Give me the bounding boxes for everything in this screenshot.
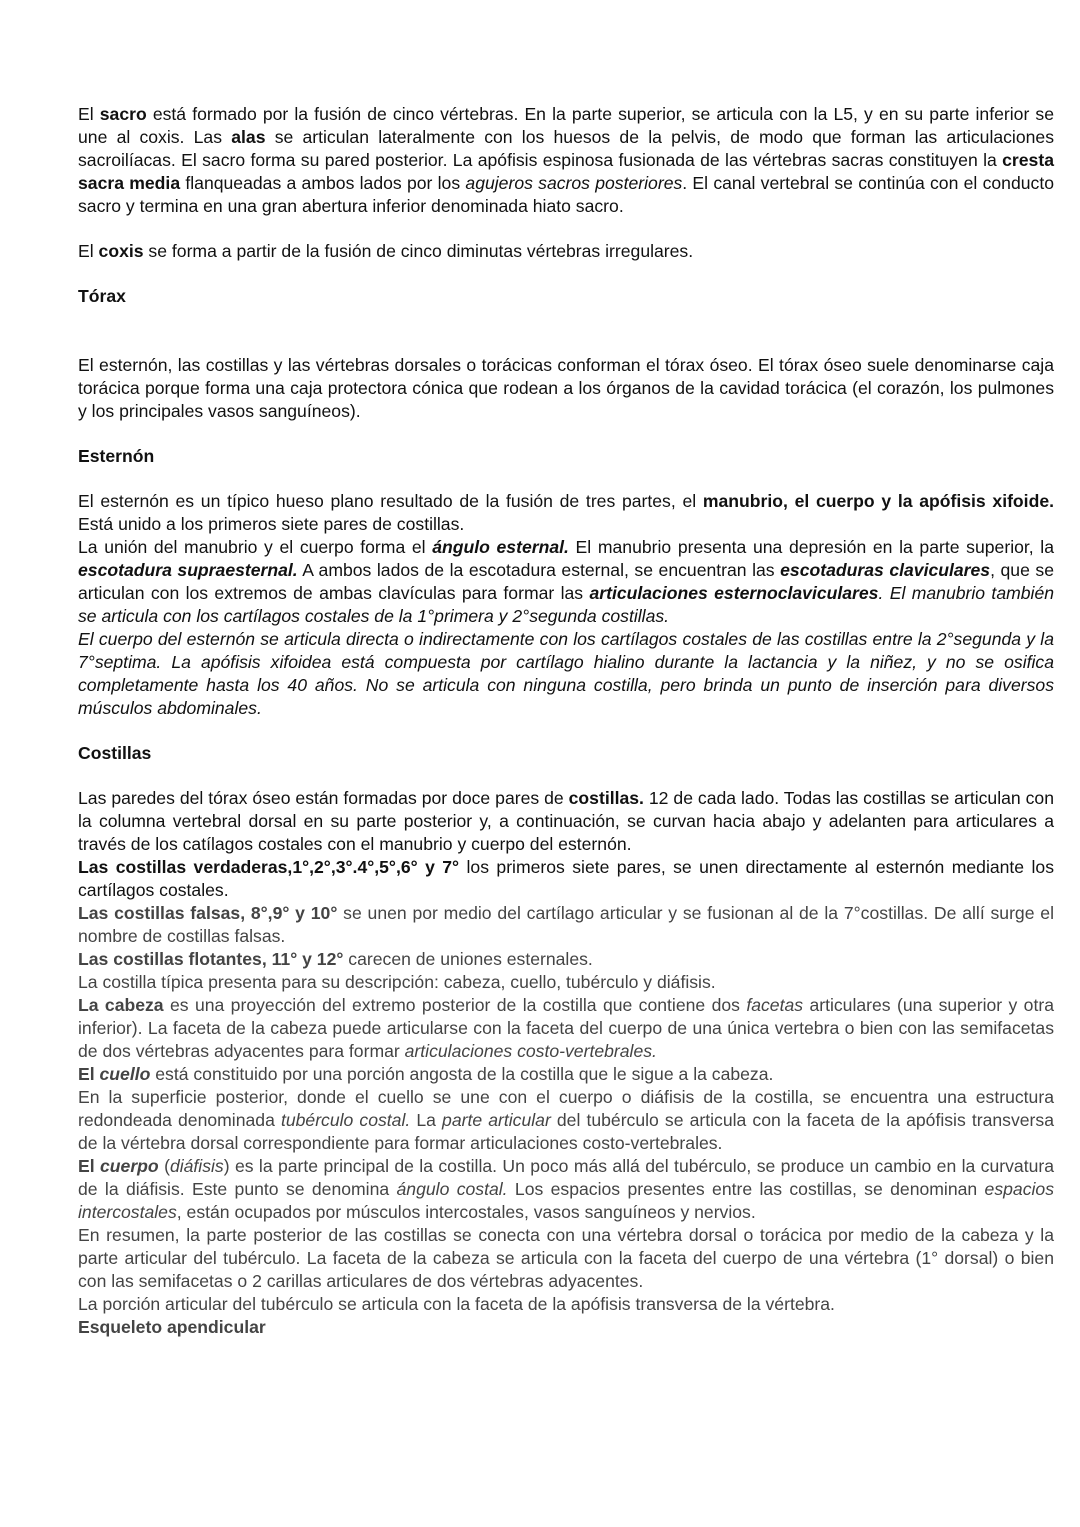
costilla-cuerpo: El cuerpo (diáfisis) es la parte principal de la costilla. Un poco más allá del tubérculo, se produce un cambio en la curvatura de la diáfisis. Este punto se denomina ángulo costal. Los espacios presentes entre las costillas, se denominan espacios intercostales, están ocupados por músculos intercostales, vasos sanguíneos y nervios. — [78, 1156, 1055, 1222]
esternon-paragraph-2: La unión del manubrio y el cuerpo forma el ángulo esternal. El manubrio presenta una depresión en la parte superior, la escotadura supraesternal. A ambos lados de la escotadura esternal, se encuentran las escotaduras claviculares, que se articulan con los extremos de ambas clavículas para formar las articulaciones esternoclaviculares. El manubrio también se articula con los cartílagos costales de la 1°primera y 2°segunda costillas. — [78, 537, 1055, 626]
costillas-verdaderas: Las costillas verdaderas,1°,2°,3°.4°,5°,6° y 7° los primeros siete pares, se unen directamente al esternón mediante los cartílagos costales. — [78, 857, 1054, 900]
costilla-superficie: En la superficie posterior, donde el cuello se une con el cuerpo o diáfisis de la costilla, se encuentra una estructura redondeada denominada tubérculo costal. La parte articular del tubérculo se articula con la faceta de la apófisis transversa de la vértebra dorsal correspondiente para formar articulaciones costo-vertebrales. — [78, 1087, 1054, 1153]
coxis-paragraph: El coxis se forma a partir de la fusión de cinco diminutas vértebras irregulares. — [78, 241, 694, 261]
costilla-cuello: El cuello está constituido por una porción angosta de la costilla que le sigue a la cabeza. — [78, 1064, 774, 1084]
esternon-paragraph-3: El cuerpo del esternón se articula directa o indirectamente con los cartílagos costales de las costillas entre la 2°segunda y la 7°septima. La apófisis xifoidea está compuesta por cartílago hialino durante la lactancia y la niñez, y no se osifica completamente hasta los 40 años. No se articula con ninguna costilla, pero brinda un punto de inserción para diversos músculos abdominales. — [78, 629, 1054, 718]
costillas-falsas: Las costillas falsas, 8°,9° y 10° se unen por medio del cartílago articular y se fusionan al de la 7°costillas. De allí surge el nombre de costillas falsas. — [78, 903, 1054, 946]
torax-paragraph: El esternón, las costillas y las vértebras dorsales o torácicas conforman el tórax óseo. El tórax óseo suele denominarse caja torácica porque forma una caja protectora cónica que rodean a los órganos de la cavidad torácica (el corazón, los pulmones y los principales vasos sanguíneos). — [78, 355, 1054, 421]
torax-heading: Tórax — [78, 286, 126, 306]
costillas-resumen: En resumen, la parte posterior de las costillas se conecta con una vértebra dorsal o torácica por medio de la cabeza y la parte articular del tubérculo. La faceta de la cabeza se articula con la faceta del cuerpo de una vértebra (1° dorsal) o bien con las semifacetas o 2 carillas articulares de dos vértebras adyacentes. — [78, 1225, 1054, 1291]
document-page — [78, 103, 1054, 1339]
esternon-heading: Esternón — [78, 446, 155, 466]
costilla-tipica: La costilla típica presenta para su descripción: cabeza, cuello, tubérculo y diáfisis. — [78, 972, 716, 992]
sacro-paragraph: El sacro está formado por la fusión de cinco vértebras. En la parte superior, se articula con la L5, y en su parte inferior se une al coxis. Las alas se articulan lateralmente con los huesos de la pelvis, de modo que forman las articulaciones sacroilíacas. El sacro forma su pared posterior. La apófisis espinosa fusionada de las vértebras sacras constituyen la cresta sacra media flanqueadas a ambos lados por los agujeros sacros posteriores. El canal vertebral se continúa con el conducto sacro y termina en una gran abertura inferior denominada hiato sacro. — [78, 104, 1054, 216]
costillas-flotantes: Las costillas flotantes, 11° y 12° carecen de uniones esternales. — [78, 949, 593, 969]
costillas-heading: Costillas — [78, 743, 152, 763]
apendicular-heading: Esqueleto apendicular — [78, 1317, 266, 1337]
costilla-porcion-articular: La porción articular del tubérculo se articula con la faceta de la apófisis transversa de la vértebra. — [78, 1294, 835, 1314]
esternon-paragraph-1: El esternón es un típico hueso plano resultado de la fusión de tres partes, el manubrio, el cuerpo y la apófisis xifoide. Está unido a los primeros siete pares de costillas. — [78, 491, 1054, 534]
costilla-cabeza: La cabeza es una proyección del extremo posterior de la costilla que contiene dos facetas articulares (una superior y otra inferior). La faceta de la cabeza puede articularse con la faceta del cuerpo de una única vertebra o bien con las semifacetas de dos vértebras adyacentes para formar articulaciones costo-vertebrales. — [78, 995, 1055, 1061]
costillas-paragraph-1: Las paredes del tórax óseo están formadas por doce pares de costillas. 12 de cada lado. Todas las costillas se articulan con la columna vertebral dorsal en su parte posterior y, a continuación, se curvan hacia abajo y adelanten para articulares a través de los catílagos costales con el manubrio y cuerpo del esternón. — [78, 788, 1054, 854]
